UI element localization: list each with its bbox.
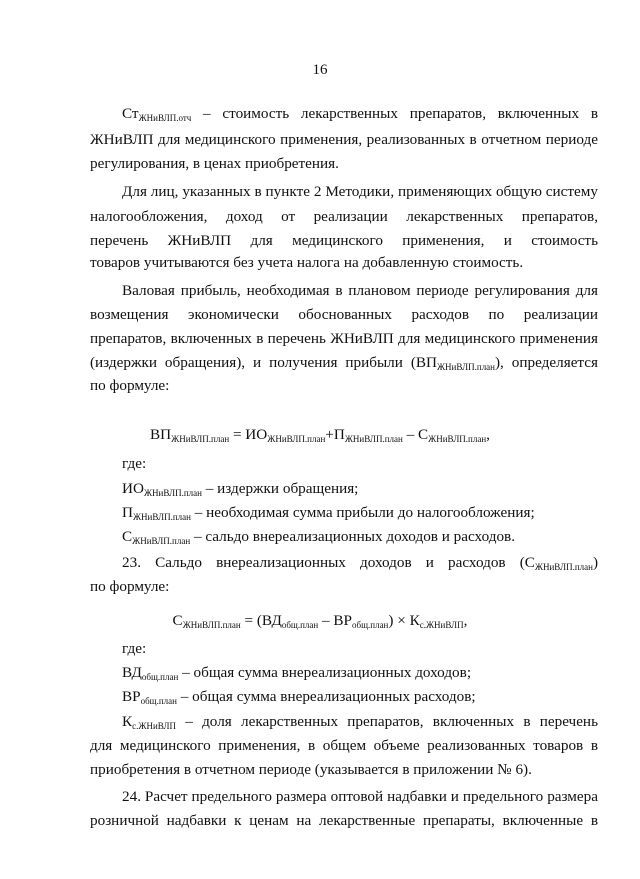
text-line xyxy=(90,577,598,597)
text-fragment: ЖНиВЛП.план xyxy=(182,620,241,630)
text-line xyxy=(122,687,598,707)
text-fragment: ЖНиВЛП.план xyxy=(344,434,403,444)
text-line xyxy=(122,527,598,547)
text-fragment: по формуле: xyxy=(90,578,170,595)
text-fragment: ВР xyxy=(122,688,141,705)
text-line xyxy=(122,281,598,301)
text-fragment: ЖНиВЛП.план xyxy=(132,536,191,546)
text-fragment: К xyxy=(122,713,133,730)
text-fragment: для медицинского применения, в общем объеме реализованных товаров в xyxy=(90,737,598,754)
text-fragment: ВП xyxy=(150,426,172,443)
text-fragment: по формуле: xyxy=(90,377,170,394)
text-fragment: 23. Сальдо внереализационных доходов и расходов (С xyxy=(122,554,535,571)
text-line xyxy=(90,353,598,373)
text-line xyxy=(90,207,598,227)
text-line xyxy=(90,376,598,396)
text-fragment: общ.план xyxy=(352,620,389,630)
text-fragment: Для лиц, указанных в пункте 2 Методики, применяющих общую систему xyxy=(122,183,598,200)
text-line xyxy=(90,760,598,780)
text-fragment: возмещения экономически обоснованных расходов по реализации xyxy=(90,306,598,323)
text-fragment: где: xyxy=(122,455,147,472)
text-fragment: Ст xyxy=(122,105,139,122)
text-fragment: ) xyxy=(592,554,598,571)
text-fragment: – издержки обращения; xyxy=(201,480,359,497)
text-fragment: – общая сумма внереализационных расходов; xyxy=(176,688,476,705)
text-fragment: С xyxy=(122,528,133,545)
text-fragment: Валовая прибыль, необходимая в плановом периоде регулирования для xyxy=(122,282,598,299)
text-line xyxy=(90,130,598,150)
text-fragment: ИО xyxy=(122,480,144,497)
text-line xyxy=(90,154,598,174)
text-fragment: ЖНиВЛП.план xyxy=(267,434,326,444)
text-fragment: ЖНиВЛП.план xyxy=(132,512,191,522)
text-fragment: ЖНиВЛП.план xyxy=(171,434,230,444)
text-line xyxy=(122,503,598,523)
text-fragment: ), определяется xyxy=(495,354,598,371)
text-fragment: ЖНиВЛП.план xyxy=(143,488,202,498)
text-line xyxy=(122,639,598,659)
text-line xyxy=(122,104,598,124)
text-line xyxy=(122,712,598,732)
text-fragment: с.ЖНиВЛП xyxy=(132,721,177,731)
text-line xyxy=(122,553,598,573)
text-fragment: товаров учитываются без учета налога на добавленную стоимость. xyxy=(90,254,524,271)
text-line xyxy=(122,454,598,474)
text-fragment: П xyxy=(122,504,133,521)
text-fragment: – С xyxy=(402,426,429,443)
text-fragment: ЖНиВЛП для медицинского применения, реализованных в отчетном периоде xyxy=(90,131,598,148)
text-fragment: общ.план xyxy=(141,672,179,682)
text-fragment: – ВР xyxy=(318,612,352,629)
text-fragment: , xyxy=(463,612,468,629)
text-fragment: – доля лекарственных препаратов, включенных в перечень xyxy=(185,713,598,730)
text-fragment: (издержки обращения), и получения прибыли (ВП xyxy=(90,354,437,371)
text-fragment: розничной надбавки к ценам на лекарственные препараты, включенные в xyxy=(90,812,598,829)
text-fragment: ЖНиВЛП.отч xyxy=(138,113,192,123)
text-fragment: ЖНиВЛП.план xyxy=(436,362,495,372)
formula-line xyxy=(0,611,640,631)
text-fragment: налогообложения, доход от реализации лекарственных препаратов, xyxy=(90,208,598,225)
text-fragment: регулирования, в ценах приобретения. xyxy=(90,155,339,172)
text-fragment: ЖНиВЛП.план xyxy=(534,562,593,572)
text-fragment: +П xyxy=(325,426,345,443)
text-fragment: , xyxy=(486,426,490,443)
formula-line xyxy=(0,425,640,445)
text-line xyxy=(90,329,598,349)
text-line xyxy=(90,231,598,251)
text-fragment: = ИО xyxy=(229,426,268,443)
text-fragment: – стоимость лекарственных препаратов, включенных в xyxy=(203,105,598,122)
text-line xyxy=(122,663,598,683)
text-fragment: препаратов, включенных в перечень ЖНиВЛП для медицинского применения xyxy=(90,330,598,347)
text-fragment: – необходимая сумма прибыли до налогообложения; xyxy=(190,504,535,521)
text-fragment: перечень ЖНиВЛП для медицинского применения, и стоимость xyxy=(90,232,598,249)
text-line xyxy=(90,736,598,756)
text-line xyxy=(90,305,598,325)
text-fragment: где: xyxy=(122,640,147,657)
text-line xyxy=(122,787,598,807)
text-fragment: с.ЖНиВЛП xyxy=(419,620,464,630)
text-fragment: = (ВД xyxy=(240,612,282,629)
text-fragment: ВД xyxy=(122,664,142,681)
text-fragment: 24. Расчет предельного размера оптовой надбавки и предельного размера xyxy=(122,788,598,805)
text-fragment: общ.план xyxy=(140,696,177,706)
text-line xyxy=(122,479,598,499)
text-fragment: ) × К xyxy=(388,612,420,629)
text-fragment: – сальдо внереализационных доходов и расходов. xyxy=(190,528,516,545)
text-line xyxy=(90,253,598,273)
text-line xyxy=(122,182,598,202)
page-number: 16 xyxy=(312,62,328,78)
text-line xyxy=(90,811,598,831)
text-fragment: общ.план xyxy=(281,620,319,630)
text-fragment: ЖНиВЛП.план xyxy=(428,434,487,444)
text-fragment: приобретения в отчетном периоде (указывается в приложении № 6). xyxy=(90,761,532,778)
text-fragment: – общая сумма внереализационных доходов; xyxy=(178,664,472,681)
text-fragment: С xyxy=(172,612,183,629)
